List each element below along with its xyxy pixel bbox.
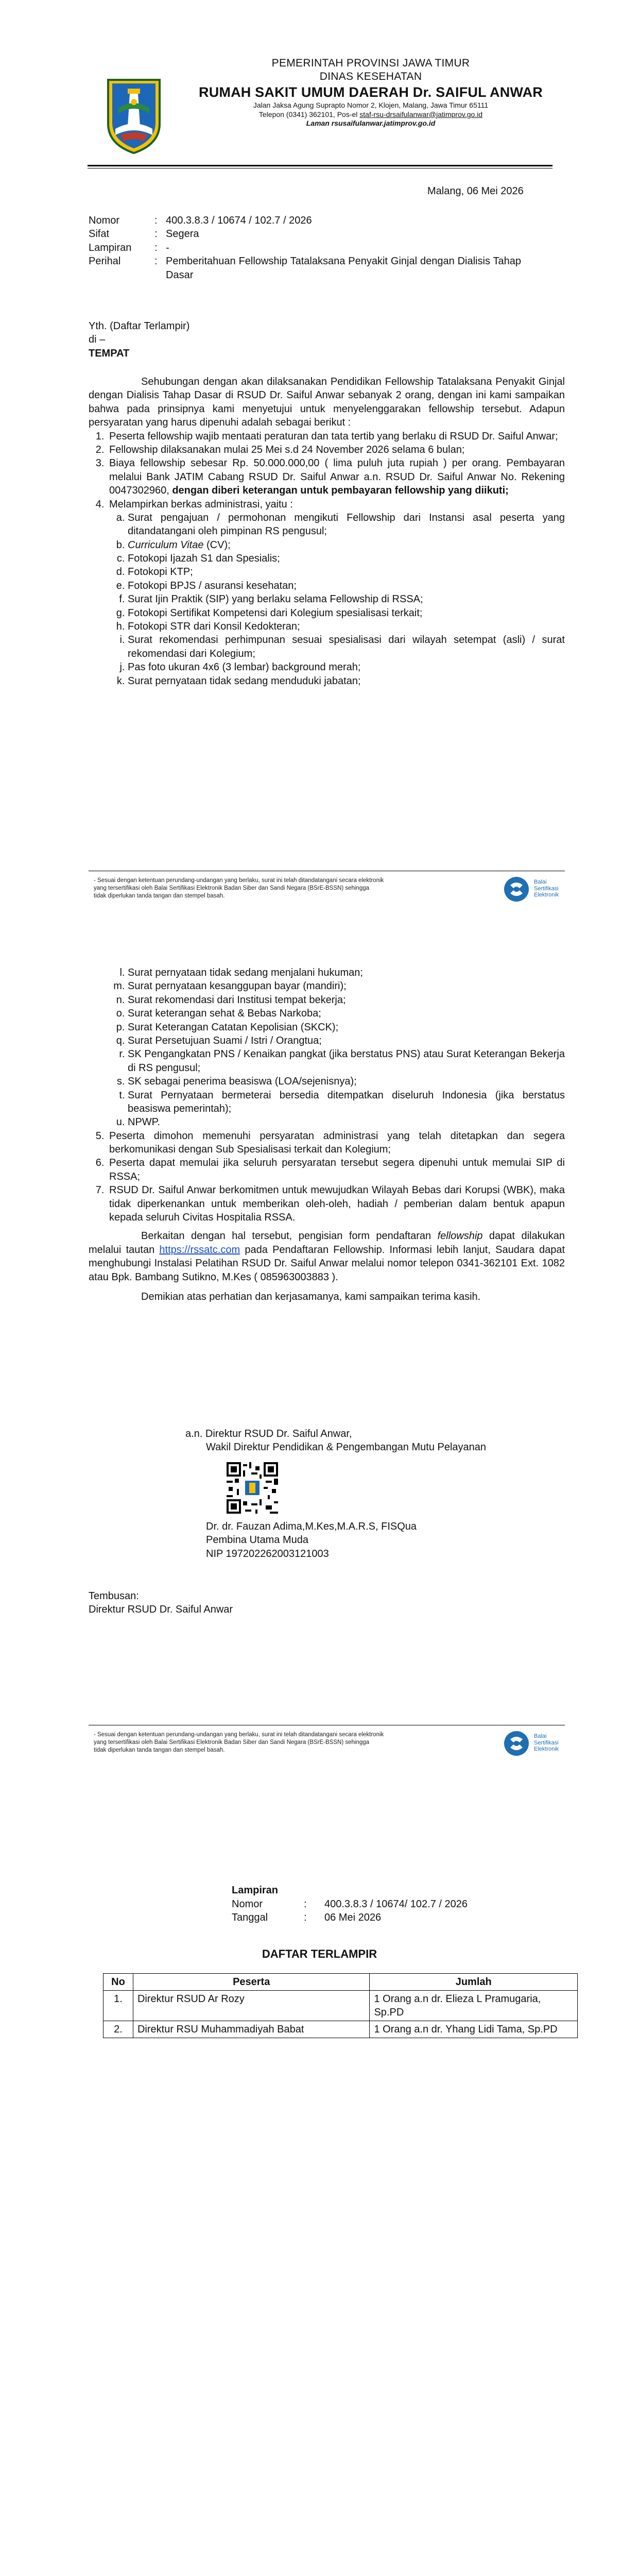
sign-on-behalf: a.n. Direktur RSUD Dr. Saiful Anwar, bbox=[185, 1428, 352, 1439]
list-item: j. Pas foto ukuran 4x6 (3 lembar) background merah; bbox=[128, 660, 565, 674]
list-item: e. Fotokopi BPJS / asuransi kesehatan; bbox=[128, 579, 565, 592]
list-item: d. Fotokopi KTP; bbox=[128, 565, 565, 579]
intro-paragraph: Sehubungan dengan akan dilaksanakan Pendidikan Fellowship Tatalaksana Penyakit Ginjal dengan Dialisis Tahap Dasar di RSUD Dr. Saiful Anwar sebanyak 2 orang, dengan ini kami sampaikan bahwa pada prinsipnya kami menyetujui untuk menyelenggarakan fellowship tersebut. Adapun persyaratan yang harus dipenuhi adalah sebagai berikut : bbox=[89, 376, 565, 429]
footer-note-line: - Sesuai dengan ketentuan perundang-undangan yang berlaku, surat ini telah ditandatangani secara elektronik bbox=[94, 1732, 384, 1738]
list-item: t. Surat Pernyataan bermeterai bersedia ditempatkan diseluruh Indonesia (jika berstatus beasiswa pemerintah); bbox=[128, 1089, 565, 1116]
list-item bbox=[107, 498, 565, 688]
bsre-label bbox=[534, 1733, 559, 1753]
footer-note-line: - Sesuai dengan ketentuan perundang-undangan yang berlaku, surat ini telah ditandatangani secara elektronik bbox=[94, 877, 384, 884]
meta-row-nomor bbox=[89, 214, 521, 227]
table-cell-no: 2. bbox=[103, 2021, 133, 2038]
para-text: Berkaitan dengan hal tersebut, pengisian form pendaftaran bbox=[141, 1230, 438, 1242]
item-text-italic: Curriculum Vitae bbox=[128, 539, 204, 551]
meta-sep: : bbox=[154, 242, 158, 253]
lampiran-value: 06 Mei 2026 bbox=[324, 1912, 382, 1924]
column-header: Peserta bbox=[133, 1974, 369, 1991]
footer-note-line: yang tersertifikasi oleh Balai Sertifikasi Elektronik Badan Siber dan Sandi Negara (BSrE-BSSN) sehingga bbox=[94, 1739, 370, 1745]
list-item: 2. Fellowship dilaksanakan mulai 25 Mei s.d 24 November 2026 selama 6 bulan; bbox=[107, 443, 565, 456]
bsre-label bbox=[534, 879, 559, 899]
bsre-icon bbox=[503, 875, 532, 904]
list-item: s. SK sebagai penerima beasiswa (LOA/sejenisnya); bbox=[128, 1075, 565, 1088]
footer-note-line: tidak diperlukan tanda tangan dan stempel basah. bbox=[94, 1747, 225, 1753]
table-cell-no: 1. bbox=[103, 1991, 133, 2021]
column-header: Jumlah bbox=[370, 1974, 578, 1991]
list-item: h. Fotokopi STR dari Konsil Kedokteran; bbox=[128, 620, 565, 633]
documents-list bbox=[109, 511, 565, 688]
bsre-label-line: Sertifikasi bbox=[534, 885, 559, 892]
letter-body-page2 bbox=[89, 966, 565, 1303]
list-item: k. Surat pernyataan tidak sedang menduduki jabatan; bbox=[128, 674, 565, 688]
letter-meta bbox=[89, 214, 565, 282]
table-cell-jumlah: 1 Orang a.n dr. Yhang Lidi Tama, Sp.PD bbox=[370, 2021, 578, 2038]
item-text: (CV); bbox=[203, 539, 231, 551]
table-header-row bbox=[103, 1974, 578, 1991]
requirements-list-end bbox=[89, 1129, 565, 1225]
list-item-continued bbox=[107, 966, 565, 1129]
meta-value: Segera bbox=[166, 228, 199, 240]
table-row bbox=[103, 1991, 578, 2021]
meta-value: - bbox=[166, 242, 169, 253]
addressee-place: TEMPAT bbox=[89, 347, 130, 359]
list-item: n. Surat rekomendasi dari Institusi tempat bekerja; bbox=[128, 993, 565, 1007]
table-cell-peserta: Direktur RSU Muhammadiyah Babat bbox=[133, 2021, 369, 2038]
letterhead bbox=[175, 57, 566, 128]
kop-contact bbox=[175, 110, 566, 120]
bsre-label-line: Elektronik bbox=[534, 1746, 559, 1753]
footer-note-line: tidak diperlukan tanda tangan dan stempel basah. bbox=[94, 892, 225, 899]
item-text: Biaya fellowship sebesar Rp. 50.000.000,00 ( lima puluh juta rupiah ) per orang. Pembayaran melalui Bank JATIM Cabang RSUD Dr. Saiful Anwar a.n. RSUD Dr. Saiful Anwar No. Rekening 0047302960, bbox=[109, 457, 565, 497]
lampiran-label: Tanggal bbox=[232, 1912, 268, 1924]
addressee bbox=[89, 319, 565, 360]
meta-row-sifat bbox=[89, 227, 521, 241]
list-item: f. Surat Ijin Praktik (SIP) yang berlaku selama Fellowship di RSSA; bbox=[128, 592, 565, 606]
kop-logo bbox=[103, 77, 165, 155]
item-text-bold: dengan diberi keterangan untuk pembayaran fellowship yang diikuti; bbox=[172, 485, 509, 497]
bsre-logo bbox=[503, 875, 565, 906]
para-text: dapat dilakukan melalui tautan bbox=[89, 1230, 565, 1256]
table-row bbox=[103, 2021, 578, 2038]
jatim-emblem-icon bbox=[103, 77, 165, 155]
kop-agency: DINAS KESEHATAN bbox=[319, 71, 422, 83]
qr-code-icon bbox=[227, 1462, 278, 1514]
kop-hospital-name: RUMAH SAKIT UMUM DAERAH Dr. SAIFUL ANWAR bbox=[199, 84, 543, 100]
lampiran-label: Nomor bbox=[232, 1899, 263, 1910]
list-item: 5. Peserta dimohon memenuhi persyaratan administrasi yang telah ditetapkan dan segera berkomunikasi dengan Sub Spesialisasi terkait dan Kolegium; bbox=[107, 1129, 565, 1157]
lampiran-sep: : bbox=[304, 1899, 307, 1910]
list-item: o. Surat keterangan sehat & Bebas Narkoba; bbox=[128, 1007, 565, 1020]
list-item: c. Fotokopi Ijazah S1 dan Spesialis; bbox=[128, 552, 565, 565]
place-date: Malang, 06 Mei 2026 bbox=[427, 185, 524, 197]
letter-body-page1 bbox=[89, 375, 565, 688]
meta-label: Nomor bbox=[89, 215, 120, 226]
lampiran-header bbox=[232, 1883, 468, 1925]
column-header: No bbox=[103, 1974, 133, 1991]
registration-link[interactable]: https://rssatc.com bbox=[159, 1244, 240, 1256]
meta-label: Lampiran bbox=[89, 242, 132, 253]
lampiran-value: 400.3.8.3 / 10674/ 102.7 / 2026 bbox=[324, 1899, 468, 1910]
list-item: g. Fotokopi Sertifikat Kompetensi dari Kolegium spesialisasi terkait; bbox=[128, 606, 565, 620]
footer-note bbox=[94, 1731, 485, 1754]
requirements-list-cont bbox=[89, 966, 565, 1129]
list-item: l. Surat pernyataan tidak sedang menjalani hukuman; bbox=[128, 966, 565, 979]
lampiran-nomor-row bbox=[232, 1897, 468, 1911]
meta-sep: : bbox=[154, 215, 158, 226]
para-text-italic: fellowship bbox=[437, 1230, 483, 1242]
bsre-label-line: Sertifikasi bbox=[534, 1739, 559, 1746]
tembusan bbox=[89, 1589, 233, 1617]
tembusan-item: Direktur RSUD Dr. Saiful Anwar bbox=[89, 1604, 233, 1616]
kop-phone: Telepon (0341) 362101, Pos-el bbox=[258, 110, 360, 118]
esign-footer bbox=[89, 1725, 565, 1762]
kop-address: Jalan Jaksa Agung Suprapto Nomor 2, Klojen, Malang, Jawa Timur 65111 bbox=[253, 101, 489, 110]
lampiran-sep: : bbox=[304, 1912, 307, 1924]
tembusan-label: Tembusan: bbox=[89, 1590, 139, 1602]
list-item: r. SK Pengangkatan PNS / Kenaikan pangkat (jika berstatus PNS) atau Surat Keterangan Bekerja di RS pengusul; bbox=[128, 1047, 565, 1075]
footer-note bbox=[94, 877, 485, 900]
lampiran-heading: DAFTAR TERLAMPIR bbox=[262, 1947, 377, 1960]
requirements-list bbox=[89, 430, 565, 688]
kop-government: PEMERINTAH PROVINSI JAWA TIMUR bbox=[271, 57, 470, 69]
lampiran-title: Lampiran bbox=[232, 1885, 279, 1896]
recipients-table bbox=[103, 1973, 578, 2038]
list-item: 6. Peserta dapat memulai jika seluruh persyaratan tersebut segera dipenuhi untuk memulai SIP di RSSA; bbox=[107, 1156, 565, 1183]
list-item: 1. Peserta fellowship wajib mentaati peraturan dan tata tertib yang berlaku di RSUD Dr. Saiful Anwar; bbox=[107, 430, 565, 443]
bsre-icon bbox=[503, 1729, 532, 1758]
signature-block bbox=[185, 1427, 486, 1454]
item-text: Melampirkan berkas administrasi, yaitu : bbox=[109, 498, 293, 510]
list-item: m. Surat pernyataan kesanggupan bayar (mandiri); bbox=[128, 979, 565, 993]
bsre-label-line: Balai bbox=[534, 879, 547, 885]
addressee-line: Yth. (Daftar Terlampir) bbox=[89, 320, 190, 332]
meta-row-perihal bbox=[89, 255, 521, 282]
list-item: p. Surat Keterangan Catatan Kepolisian (SKCK); bbox=[128, 1021, 565, 1034]
signatory bbox=[206, 1520, 417, 1561]
para-text: pada Pendaftaran Fellowship. Informasi lebih lanjut, Saudara dapat menghubungi Instalasi Pelatihan RSUD Dr. Saiful Anwar melalui nomor telepon 0341-362101 Ext. 1082 atau Bpk. Bambang Sutikno, M.Kes ( 085963003883 ). bbox=[89, 1244, 565, 1283]
list-item: a. Surat pengajuan / permohonan mengikuti Fellowship dari Instansi asal peserta yang ditandatangani oleh pimpinan RS pengusul; bbox=[128, 511, 565, 538]
closing-paragraph: Demikian atas perhatian dan kerjasamanya, kami sampaikan terima kasih. bbox=[141, 1291, 481, 1302]
table-cell-jumlah: 1 Orang a.n dr. Elieza L Pramugaria, Sp.PD bbox=[370, 1991, 578, 2021]
meta-value: Pemberitahuan Fellowship Tatalaksana Penyakit Ginjal dengan Dialisis Tahap Dasar bbox=[166, 256, 521, 281]
addressee-line: di – bbox=[89, 334, 106, 346]
meta-label: Perihal bbox=[89, 256, 121, 267]
signatory-nip: NIP 197202262003121003 bbox=[206, 1548, 329, 1560]
kop-website[interactable]: Laman rsusaifulanwar.jatimprov.go.id bbox=[306, 119, 436, 128]
kop-email-link[interactable]: staf-rsu-drsaifulanwar@jatimprov.go.id bbox=[359, 110, 483, 118]
bsre-logo bbox=[503, 1729, 565, 1760]
list-item: u. NPWP. bbox=[128, 1115, 565, 1129]
meta-row-lampiran bbox=[89, 241, 521, 255]
meta-value: 400.3.8.3 / 10674 / 102.7 / 2026 bbox=[166, 215, 312, 226]
lampiran-tanggal-row bbox=[232, 1911, 468, 1924]
footer-note-line: yang tersertifikasi oleh Balai Sertifikasi Elektronik Badan Siber dan Sandi Negara (BSrE-BSSN) sehingga bbox=[94, 885, 370, 891]
list-item bbox=[128, 538, 565, 552]
kop-divider bbox=[88, 165, 552, 166]
meta-label: Sifat bbox=[89, 228, 110, 240]
list-item bbox=[107, 456, 565, 497]
list-item: 7. RSUD Dr. Saiful Anwar berkomitmen untuk mewujudkan Wilayah Bebas dari Korupsi (WBK), maka tidak diperkenankan untuk memberikan oleh-oleh, hadiah / pemberian dalam bentuk apapun kepada seluruh Civitas Hospitalia RSSA. bbox=[107, 1183, 565, 1224]
sign-position: Wakil Direktur Pendidikan & Pengembangan Mutu Pelayanan bbox=[206, 1442, 487, 1453]
list-item: i. Surat rekomendasi perhimpunan sesuai spesialisasi dari wilayah setempat (asli) / surat rekomendasi dari Kolegium; bbox=[128, 633, 565, 660]
meta-sep: : bbox=[154, 228, 158, 240]
bsre-label-line: Elektronik bbox=[534, 892, 559, 899]
signatory-name: Dr. dr. Fauzan Adima,M.Kes,M.A.R.S, FISQua bbox=[206, 1521, 417, 1532]
meta-sep: : bbox=[154, 256, 158, 267]
bsre-label-line: Balai bbox=[534, 1733, 547, 1739]
registration-paragraph bbox=[89, 1229, 565, 1284]
signatory-rank: Pembina Utama Muda bbox=[206, 1534, 308, 1546]
documents-list-cont bbox=[109, 966, 565, 1129]
qr-code bbox=[227, 1462, 278, 1514]
esign-footer bbox=[89, 871, 565, 908]
table-cell-peserta: Direktur RSUD Ar Rozy bbox=[133, 1991, 369, 2021]
list-item: q. Surat Persetujuan Suami / Istri / Orangtua; bbox=[128, 1034, 565, 1047]
